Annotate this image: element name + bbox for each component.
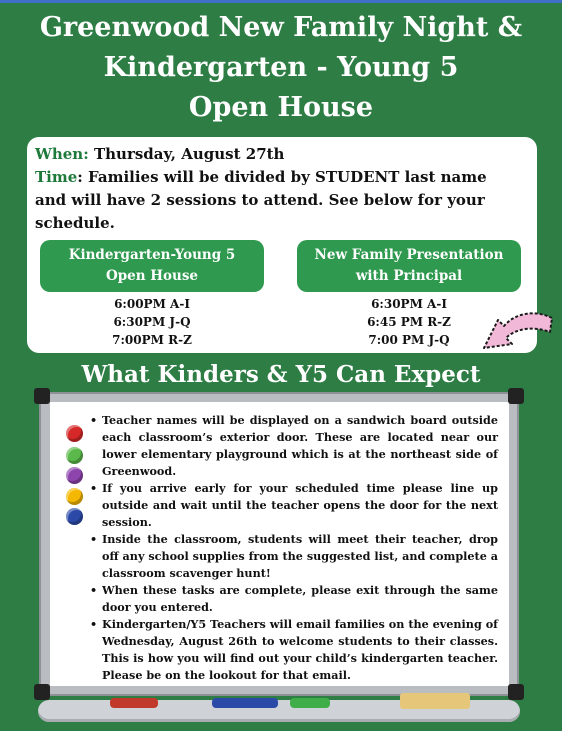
session-kinder-time: 6:00PM A-I	[114, 297, 190, 311]
title-line-3: Open House	[188, 92, 374, 123]
session-principal-time: 6:30PM A-I	[371, 297, 447, 311]
list-item: • When these tasks are complete, please exit through the same door you entered.	[88, 582, 498, 616]
blue-marker-icon	[212, 698, 278, 708]
time-line-2: and will have 2 sessions to attend. See below for your	[35, 191, 485, 209]
session-principal-time: 6:45 PM R-Z	[367, 315, 451, 329]
page-title	[0, 8, 562, 128]
session-principal-heading	[297, 240, 521, 292]
time-label: Time	[35, 168, 78, 186]
list-item: • Teacher names will be displayed on a sandwich board outside each classroom’s exterior door. These are located near our lower elementary playground which is at the northeast side of Greenwood.	[88, 412, 498, 480]
when-label: When:	[35, 145, 89, 163]
title-line-2: Kindergarten - Young 5	[103, 52, 459, 83]
expect-title: What Kinders & Y5 Can Expect	[81, 361, 481, 388]
session-principal-title-2: with Principal	[355, 268, 463, 284]
red-magnet-icon	[66, 425, 83, 442]
purple-magnet-icon	[66, 467, 83, 484]
title-line-1: Greenwood New Family Night &	[39, 12, 523, 43]
time-value-1: : Families will be divided by STUDENT last name	[77, 168, 487, 186]
schedule-card	[27, 137, 537, 353]
session-kinder-title-1: Kindergarten-Young 5	[68, 247, 236, 263]
session-kinder-time: 7:00PM R-Z	[112, 333, 192, 347]
time-line	[35, 168, 487, 186]
session-kinder-time: 6:30PM J-Q	[113, 315, 191, 329]
session-principal-time: 7:00 PM J-Q	[368, 333, 450, 347]
list-item: • If you arrive early for your scheduled time please line up outside and wait until the teacher opens the door for the next session.	[88, 480, 498, 531]
blue-magnet-icon	[66, 508, 83, 525]
green-marker-icon	[290, 698, 330, 708]
list-item: • Inside the classroom, students will meet their teacher, drop off any school supplies from the suggested list, and complete a classroom scavenger hunt!	[88, 531, 498, 582]
board-corner-icon	[34, 684, 50, 700]
when-line	[35, 145, 284, 163]
top-accent-line	[0, 0, 562, 3]
eraser-icon	[400, 693, 470, 709]
when-value: Thursday, August 27th	[88, 145, 285, 163]
board-corner-icon	[508, 388, 524, 404]
session-kinder-times	[40, 295, 264, 349]
expect-list	[88, 412, 498, 684]
session-principal-title-1: New Family Presentation	[314, 247, 504, 263]
red-marker-icon	[110, 698, 158, 708]
board-corner-icon	[508, 684, 524, 700]
board-corner-icon	[34, 388, 50, 404]
green-magnet-icon	[66, 447, 83, 464]
pink-curved-arrow-icon	[478, 308, 556, 360]
session-kinder-title-2: Open House	[105, 268, 199, 284]
time-line-3: schedule.	[35, 214, 115, 232]
session-kinder-heading	[40, 240, 264, 292]
yellow-magnet-icon	[66, 488, 83, 505]
list-item: • Kindergarten/Y5 Teachers will email families on the evening of Wednesday, August 26th to welcome students to their classes. This is how you will find out your child’s kindergarten teacher. Please be on the lookout for that email.	[88, 616, 498, 684]
